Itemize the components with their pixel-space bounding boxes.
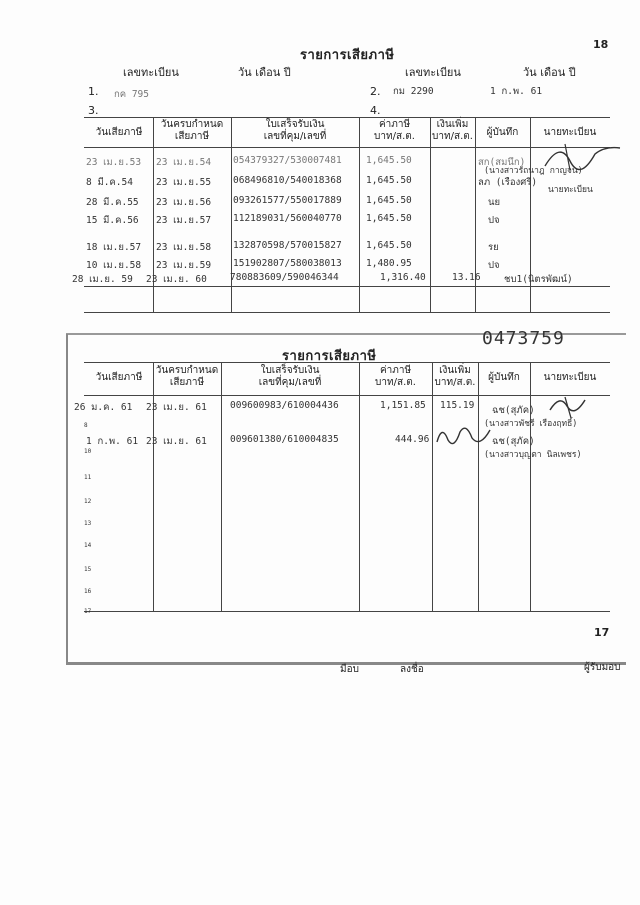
bottom-col-line-3 xyxy=(359,362,360,611)
bottom-table-bottom-line xyxy=(84,611,610,612)
bottom-line-number-3: 12 xyxy=(84,498,92,505)
top-reg-label-right: เลขทะเบียน xyxy=(405,66,461,79)
top-reg-label-left: เลขทะเบียน xyxy=(123,66,179,79)
bottom-hdr-tax: ค่าภาษี บาท/ส.ต. xyxy=(375,365,416,388)
bottom-line-number-0: 8 xyxy=(84,422,88,429)
bottom-hdr-receipt: ใบเสร็จรับเงิน เลขที่คุม/เลขที่ xyxy=(258,365,322,388)
bottom-line-number-2: 11 xyxy=(84,474,92,481)
top-row1-num: 1. xyxy=(88,85,99,98)
top-col-line-4 xyxy=(430,117,431,312)
bottom-line-number-4: 13 xyxy=(84,520,92,527)
bottom-form: 0473759 รายการเสียภาษี วันเสียภาษี วันครบกำหนด เสียภาษี ใบเสร็จรับเงิน เลขที่คุม/เลขที่ ค่าภาษี บาท/ส.ต. เงินเพิ่ม บาท/ส.ต. ผู้บันทึก นายทะเบียน 26 ม.ค. 61 23 เม.ย. 61 009600983/610004436 1,151.85 115.19 ฉช(สุภัค) (นางสาวพัชรี เรืองฤทธิ์) 1 ก.พ. 61 23 เม.ย. 61 009601380/610004835 444.96 ฉช(สุภัค) (นางสาวบุญตา นิลเพชร) 8 10 11 12 13 14 15 16 17 17 มือบ ลงชื่อ ผู้รับมอบ xyxy=(0,330,640,690)
bottom-line-number-1: 10 xyxy=(84,448,92,455)
bottom-col-line-4 xyxy=(432,362,433,611)
bottom-col-line-2 xyxy=(221,362,222,611)
top-row3-num-left: 3. xyxy=(88,104,99,117)
top-table-end-line xyxy=(84,312,610,313)
top-table-top-line xyxy=(84,117,610,118)
top-row3-num-right: 4. xyxy=(370,104,381,117)
top-registrar-note-1: (นางสาวรัถนาฎ กาญจน) xyxy=(484,166,583,176)
bottom-col-line-5 xyxy=(478,362,479,611)
bottom-hdr-tax-date: วันเสียภาษี xyxy=(95,372,143,383)
top-hdr-recorder: ผู้บันทึก xyxy=(486,127,519,138)
footer-mid-text: ลงชื่อ xyxy=(400,664,424,675)
top-hdr-receipt: ใบเสร็จรับเงิน เลขที่คุม/เลขที่ xyxy=(263,119,327,142)
top-table-header-line xyxy=(84,147,610,148)
bottom-form-left-edge xyxy=(66,334,68,664)
top-title: รายการเสียภาษี xyxy=(300,48,395,63)
bottom-tax-signature xyxy=(434,422,494,456)
top-hdr-extra: เงินเพิ่ม บาท/ส.ต. xyxy=(432,119,473,142)
bottom-table-top-line xyxy=(84,362,610,363)
top-registrar-note-2: นายทะเบียน xyxy=(548,185,593,195)
top-row2-num: 2. xyxy=(370,85,381,98)
top-row2-date-right: 1 ก.พ. 61 xyxy=(490,86,543,97)
top-date-label-right: วัน เดือน ปี xyxy=(523,66,576,79)
bottom-line-number-6: 15 xyxy=(84,566,92,573)
bottom-col-line-6 xyxy=(530,362,531,611)
bottom-hdr-extra: เงินเพิ่ม บาท/ส.ต. xyxy=(434,365,476,388)
bottom-hdr-due: วันครบกำหนด เสียภาษี xyxy=(155,365,219,388)
bottom-line-number-8: 17 xyxy=(84,608,92,615)
bottom-line-number-7: 16 xyxy=(84,588,92,595)
top-hdr-tax-date: วันเสียภาษี xyxy=(95,127,143,138)
bottom-line-number-5: 14 xyxy=(84,542,92,549)
top-hdr-tax: ค่าภาษี บาท/ส.ต. xyxy=(374,119,415,142)
top-row2-reg-right: กม 2290 xyxy=(393,86,434,97)
bottom-stamp-number: 0473759 xyxy=(482,328,565,349)
bottom-title: รายการเสียภาษี xyxy=(282,349,377,364)
top-page-number: 18 xyxy=(593,38,609,51)
bottom-table-header-line xyxy=(84,395,610,396)
top-col-line-3 xyxy=(359,117,360,312)
footer-left-text: มือบ xyxy=(340,664,359,675)
bottom-hdr-registrar: นายทะเบียน xyxy=(543,372,597,383)
footer-right-text: ผู้รับมอบ xyxy=(584,662,621,673)
top-date-label-left: วัน เดือน ปี xyxy=(238,66,291,79)
bottom-registrar-signature xyxy=(545,392,595,426)
bottom-page-number: 17 xyxy=(594,626,610,639)
top-hdr-registrar: นายทะเบียน xyxy=(543,127,597,138)
top-hdr-due: วันครบกำหนด เสียภาษี xyxy=(160,119,224,142)
top-row1-reg-left: กค 795 xyxy=(114,89,149,100)
top-form: 18 รายการเสียภาษี เลขทะเบียน วัน เดือน ปี เลขทะเบียน วัน เดือน ปี 1. กค 795 2. กม 2290 1 ก.พ. 61 3. 4. วันเสียภาษี วันครบกำหนด เสียภาษี ใบเสร็จรับเงิน เลขที่คุม/เลขที่ ค่าภาษี บาท/ส.ต. เงินเพิ่ม บาท/ส.ต. ผู้บันทึก นายทะเบียน 23 เม.ย.53 23 เม.ย.54 054379327/530007481 1,645.50 สก(สมนึก) 8 มี.ค.54 23 เม.ย.55 068496810/540018368 1,645.50 ลภ (เรืองศรี) 28 มี.ค.55 23 เม.ย.56 093261577/550017889 1,645.50 นย 15 มี.ค.56 23 เม.ย.57 112189031/560040770 1,645.50 ปจ 18 เม.ย.57 23 เม.ย.58 132870598/570015827 1,645.50 รย 10 เม.ย.58 23 เม.ย.59 151902807/580038013 1,480.95 ปจ 28 เม.ย. 59 23 เม.ย. 60 780883609/590046344 1,316.40 13.16 ชบ1(นิตรพัฒน์) (นางสาวรัถนาฎ กาญจน) นายทะเบียน xyxy=(0,0,640,330)
bottom-hdr-recorder: ผู้บันทึก xyxy=(488,372,520,383)
